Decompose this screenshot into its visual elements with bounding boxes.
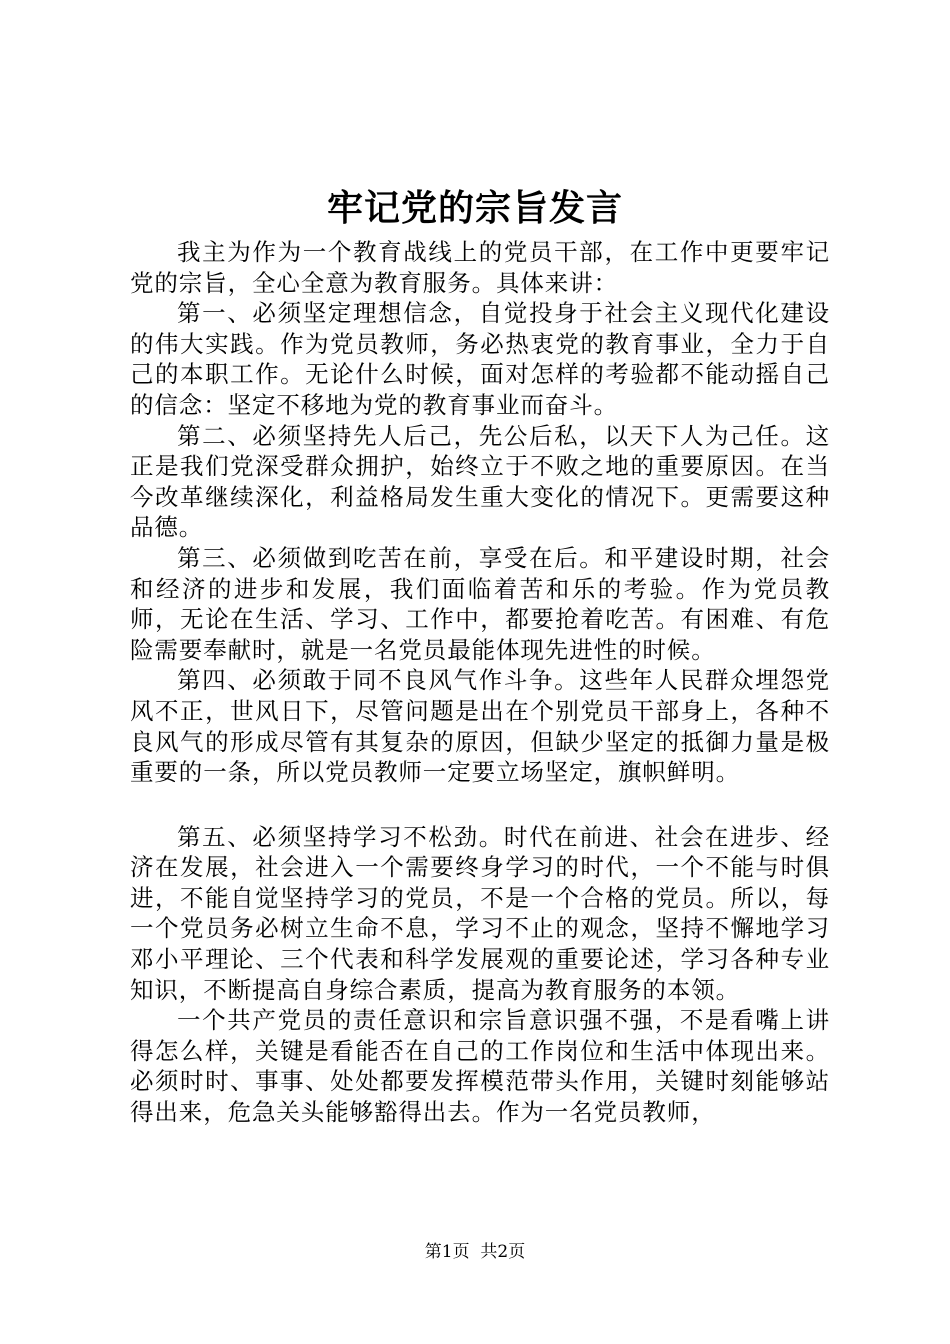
paragraph-spacer [130, 788, 830, 822]
page-footer [0, 1240, 950, 1264]
paragraph-point-2: 第二、必须坚持先人后己，先公后私，以天下人为己任。这正是我们党深受群众拥护，始终立于不败之地的重要原因。在当今改革继续深化，利益格局发生重大变化的情况下。更需要这种品德。 [130, 421, 830, 542]
document-body [130, 237, 830, 1128]
page-total: 共2页 [480, 1242, 526, 1262]
page-number: 第1页 [424, 1242, 470, 1262]
paragraph-point-5: 第五、必须坚持学习不松劲。时代在前进、社会在进步、经济在发展，社会进入一个需要终身学习的时代，一个不能与时俱进，不能自觉坚持学习的党员，不是一个合格的党员。所以，每一个党员务必树立生命不息，学习不止的观念，坚持不懈地学习邓小平理论、三个代表和科学发展观的重要论述，学习各种专业知识，不断提高自身综合素质，提高为教育服务的本领。 [130, 822, 830, 1004]
paragraph-point-3: 第三、必须做到吃苦在前，享受在后。和平建设时期，社会和经济的进步和发展，我们面临着苦和乐的考验。作为党员教师，无论在生活、学习、工作中，都要抢着吃苦。有困难、有危险需要奉献时，就是一名党员最能体现先进性的时候。 [130, 543, 830, 664]
paragraph-point-4: 第四、必须敢于同不良风气作斗争。这些年人民群众埋怨党风不正，世风日下，尽管问题是出在个别党员干部身上，各种不良风气的形成尽管有其复杂的原因，但缺少坚定的抵御力量是极重要的一条，所以党员教师一定要立场坚定，旗帜鲜明。 [130, 666, 830, 787]
paragraph-intro: 我主为作为一个教育战线上的党员干部，在工作中更要牢记党的宗旨，全心全意为教育服务。具体来讲： [130, 238, 830, 297]
paragraph-point-1: 第一、必须坚定理想信念，自觉投身于社会主义现代化建设的伟大实践。作为党员教师，务必热衷党的教育事业，全力于自己的本职工作。无论什么时候，面对怎样的考验都不能动摇自己的信念：坚定不移地为党的教育事业而奋斗。 [130, 299, 830, 419]
document-title: 牢记党的宗旨发言 [326, 187, 623, 229]
footer-separator [470, 1242, 481, 1262]
paragraph-conclusion: 一个共产党员的责任意识和宗旨意识强不强，不是看嘴上讲得怎么样，关键是看能否在自己的工作岗位和生活中体现出来。必须时时、事事、处处都要发挥模范带头作用，关键时刻能够站得出来，危急关头能够豁得出去。作为一名党员教师， [130, 1006, 830, 1127]
